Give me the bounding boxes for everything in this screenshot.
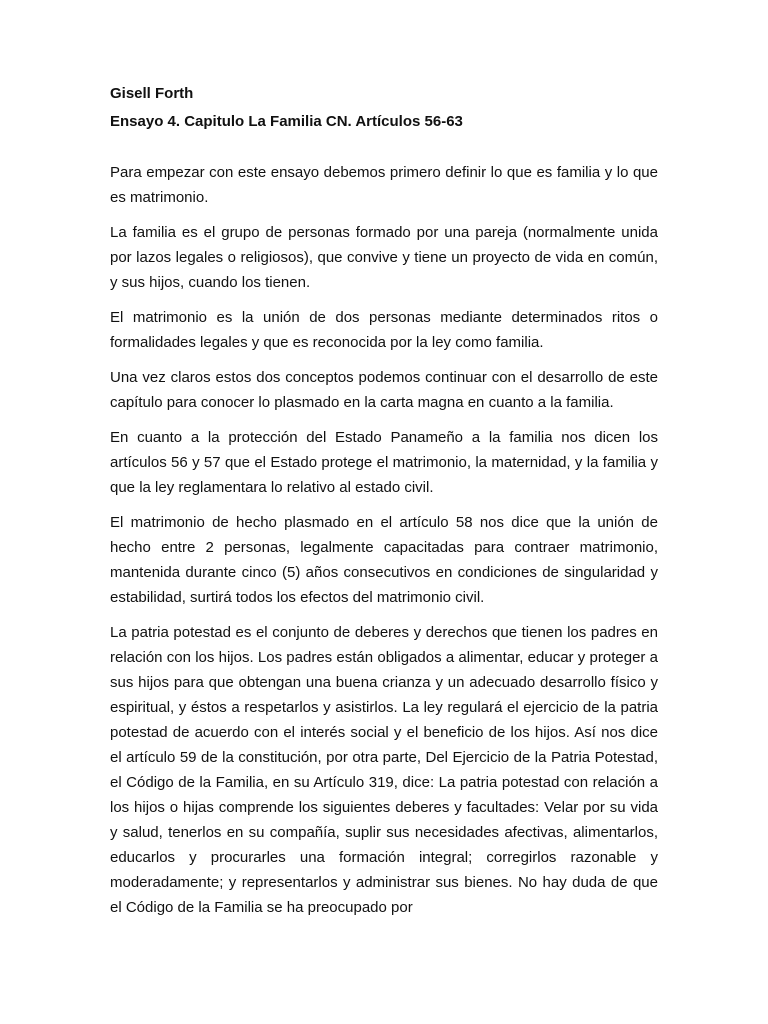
author-name: Gisell Forth	[110, 85, 194, 102]
paragraph-articles-56-57: En cuanto a la protección del Estado Panameño a la familia nos dicen los artículos 56 y 57 que el Estado protege el matrimonio, la maternidad, y la familia y que la ley reglamentara lo relativo al estado civil.	[110, 429, 658, 496]
paragraph-patria-potestad: La patria potestad es el conjunto de deberes y derechos que tienen los padres en relación con los hijos. Los padres están obligados a alimentar, educar y proteger a sus hijos para que obtengan una buena crianza y un adecuado desarrollo físico y espiritual, y éstos a respetarlos y asistirlos. La ley regulará el ejercicio de la patria potestad de acuerdo con el interés social y el beneficio de los hijos. Así nos dice el artículo 59 de la constitución, por otra parte, Del Ejercicio de la Patria Potestad, el Código de la Familia, en su Artículo 319, dice: La patria potestad con relación a los hijos o hijas comprende los siguientes deberes y facultades: Velar por su vida y salud, tenerlos en su compañía, suplir sus necesidades afectivas, alimentarlos, educarlos y procurarles una formación integral; corregirlos razonable y moderadamente; y representarlos y administrar sus bienes. No hay duda de que el Código de la Familia se ha preocupado por	[110, 624, 658, 916]
essay-body	[110, 160, 658, 920]
paragraph-marriage-definition: El matrimonio es la unión de dos personas mediante determinados ritos o formalidades legales y que es reconocida por la ley como familia.	[110, 309, 658, 351]
paragraph-article-58: El matrimonio de hecho plasmado en el artículo 58 nos dice que la unión de hecho entre 2 personas, legalmente capacitadas para contraer matrimonio, mantenida durante cinco (5) años consecutivos en condiciones de singularidad y estabilidad, surtirá todos los efectos del matrimonio civil.	[110, 514, 658, 606]
paragraph-family-definition: La familia es el grupo de personas formado por una pareja (normalmente unida por lazos legales o religiosos), que convive y tiene un proyecto de vida en común, y sus hijos, cuando los tienen.	[110, 224, 658, 291]
document-page	[110, 84, 658, 930]
paragraph-intro: Para empezar con este ensayo debemos primero definir lo que es familia y lo que es matrimonio.	[110, 164, 658, 206]
paragraph-transition: Una vez claros estos dos conceptos podemos continuar con el desarrollo de este capítulo para conocer lo plasmado en la carta magna en cuanto a la familia.	[110, 369, 658, 411]
essay-title: Ensayo 4. Capitulo La Familia CN. Artículos 56-63	[110, 113, 463, 130]
